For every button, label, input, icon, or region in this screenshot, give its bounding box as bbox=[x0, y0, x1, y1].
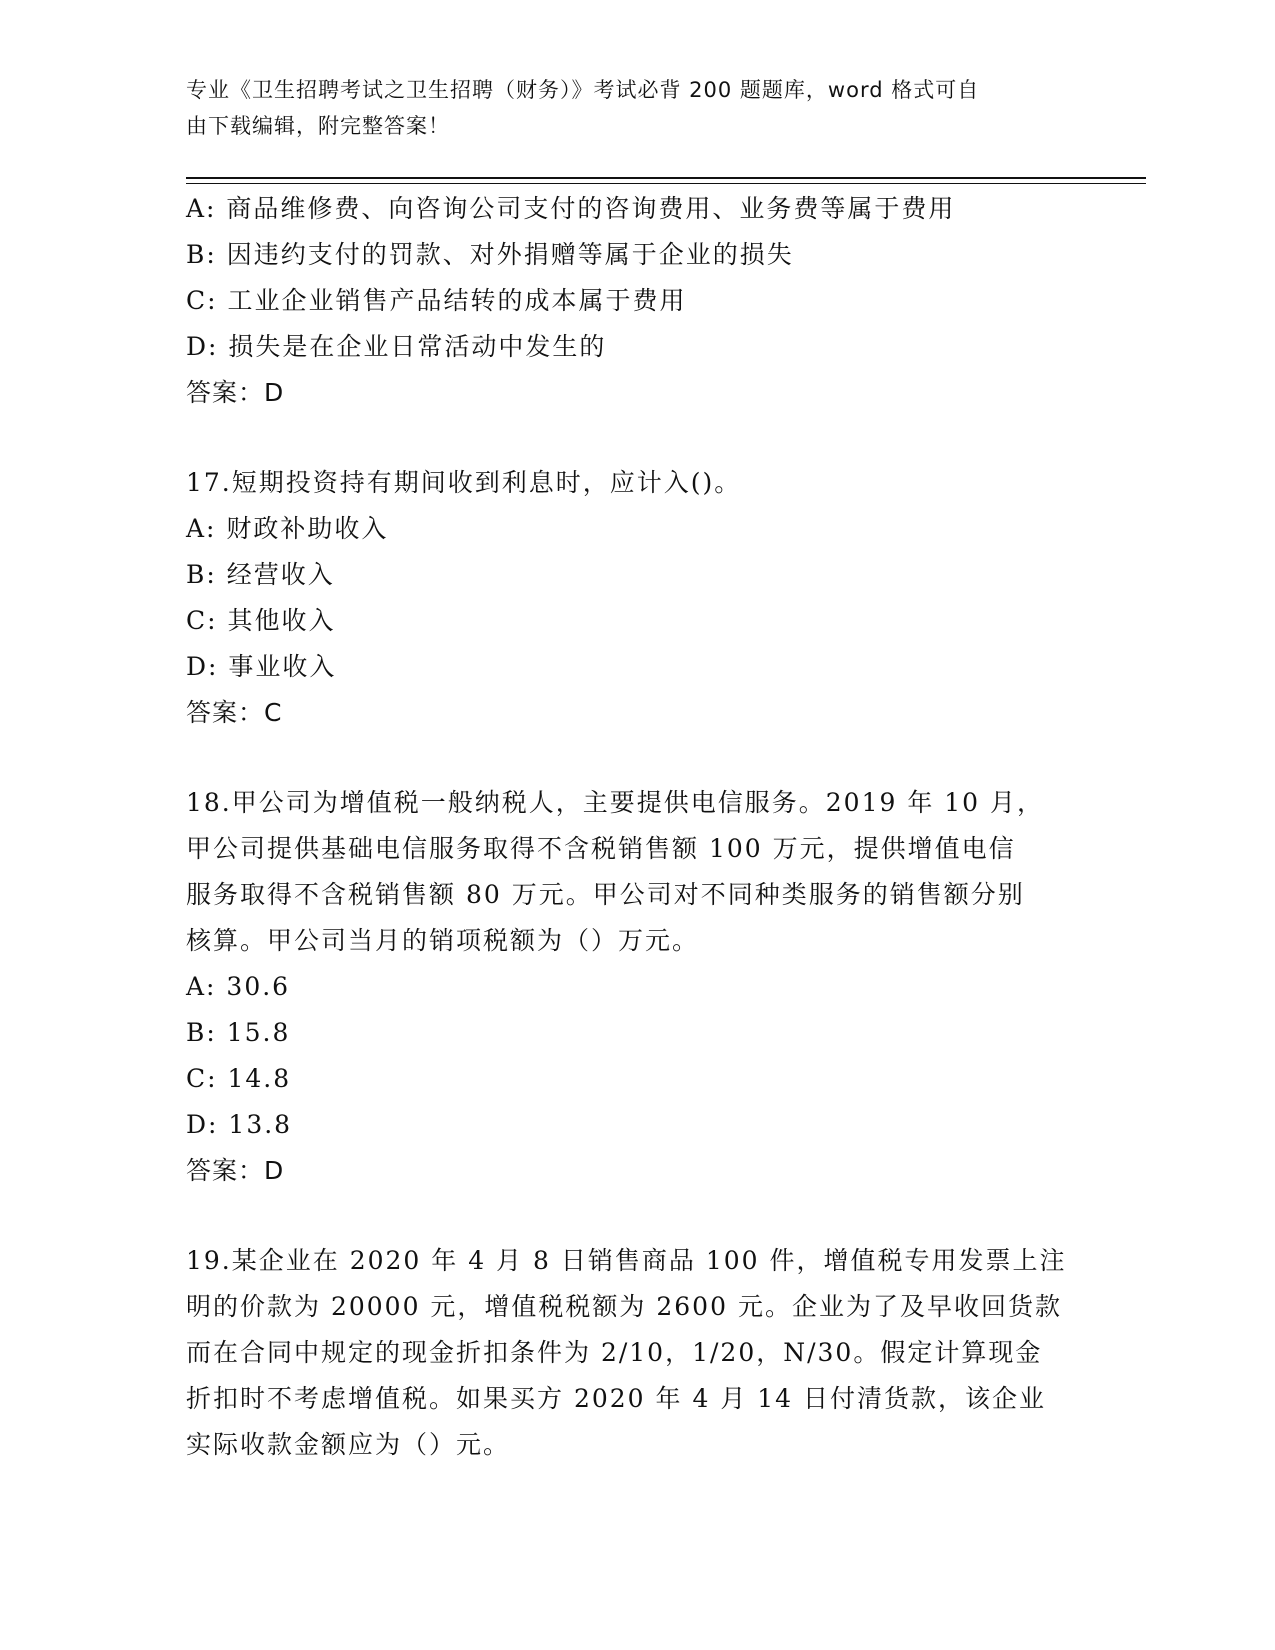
question-17 bbox=[186, 460, 1066, 736]
option-c: C: 其他收入 bbox=[186, 606, 336, 635]
question-text-line: 服务取得不含税销售额 80 万元。甲公司对不同种类服务的销售额分别 bbox=[186, 880, 1025, 909]
answer: 答案：C bbox=[186, 698, 283, 727]
question-text-line: 19.某企业在 2020 年 4 月 8 日销售商品 100 件，增值税专用发票上注 bbox=[186, 1246, 1067, 1275]
option-d: D: 13.8 bbox=[186, 1110, 293, 1139]
header-line-1: 专业《卫生招聘考试之卫生招聘（财务）》考试必背 200 题题库，word 格式可自 bbox=[186, 78, 980, 102]
header-rule-thick bbox=[186, 177, 1146, 179]
header-rule-thin bbox=[186, 183, 1146, 184]
header-line-2: 由下载编辑，附完整答案！ bbox=[186, 114, 450, 138]
question-text: 17.短期投资持有期间收到利息时，应计入()。 bbox=[186, 468, 742, 497]
option-c: C: 工业企业销售产品结转的成本属于费用 bbox=[186, 286, 687, 315]
question-text-line: 折扣时不考虑增值税。如果买方 2020 年 4 月 14 日付清货款，该企业 bbox=[186, 1384, 1047, 1413]
question-text-line: 18.甲公司为增值税一般纳税人，主要提供电信服务。2019 年 10 月， bbox=[186, 788, 1045, 817]
question-text-line: 实际收款金额应为（）元。 bbox=[186, 1430, 511, 1459]
question-text-line: 甲公司提供基础电信服务取得不含税销售额 100 万元，提供增值电信 bbox=[186, 834, 1016, 863]
question-content bbox=[186, 186, 1066, 1468]
answer: 答案：D bbox=[186, 378, 285, 407]
option-a: A: 财政补助收入 bbox=[186, 514, 389, 543]
question-19 bbox=[186, 1238, 1066, 1468]
question-text-line: 明的价款为 20000 元，增值税税额为 2600 元。企业为了及早收回货款 bbox=[186, 1292, 1062, 1321]
option-a: A: 30.6 bbox=[186, 972, 291, 1001]
question-18 bbox=[186, 780, 1066, 1194]
option-c: C: 14.8 bbox=[186, 1064, 292, 1093]
option-a: A: 商品维修费、向咨询公司支付的咨询费用、业务费等属于费用 bbox=[186, 194, 956, 223]
question-text-line: 而在合同中规定的现金折扣条件为 2/10，1/20，N/30。假定计算现金 bbox=[186, 1338, 1043, 1367]
option-d: D: 损失是在企业日常活动中发生的 bbox=[186, 332, 607, 361]
question-16 bbox=[186, 186, 1066, 416]
option-d: D: 事业收入 bbox=[186, 652, 337, 681]
option-b: B: 经营收入 bbox=[186, 560, 335, 589]
document-header bbox=[186, 72, 1066, 144]
option-b: B: 15.8 bbox=[186, 1018, 291, 1047]
answer: 答案：D bbox=[186, 1156, 285, 1185]
question-text-line: 核算。甲公司当月的销项税额为（）万元。 bbox=[186, 926, 700, 955]
option-b: B: 因违约支付的罚款、对外捐赠等属于企业的损失 bbox=[186, 240, 794, 269]
